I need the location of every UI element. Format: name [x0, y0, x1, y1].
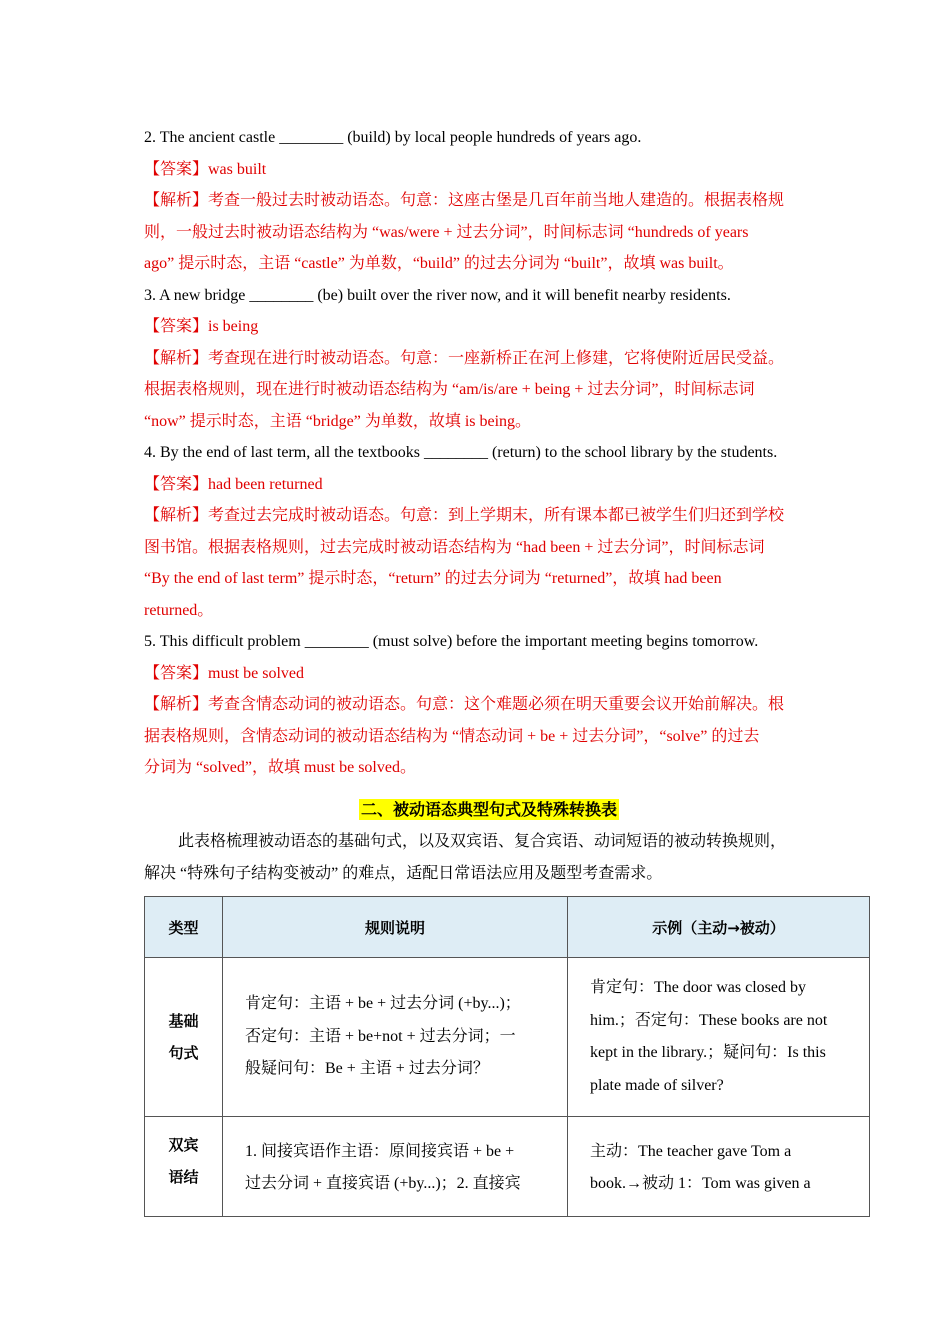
header-rule: 规则说明 [223, 897, 568, 958]
question-text: 3. A new bridge ________ (be) built over the river now, and it will benefit nearby residents. [144, 286, 731, 304]
answer-text: 【答案】is being [144, 318, 259, 335]
type-label-line: 双宾 [168, 1136, 199, 1154]
example-line: kept in the library.；疑问句：Is this [590, 1044, 826, 1061]
passive-voice-table [144, 896, 870, 1217]
section-heading: 二、被动语态典型句式及特殊转换表 [360, 799, 617, 819]
analysis-line: 则，一般过去时被动语态结构为 “was/were + 过去分词”，时间标志词 “hundreds of years [144, 223, 749, 241]
analysis-line: “By the end of last term” 提示时态，“return” 的过去分词为 “returned”，故填 had been [144, 570, 722, 587]
analysis-line: 图书馆。根据表格规则，过去完成时被动语态结构为 “had been + 过去分词”，时间标志词 [144, 538, 765, 556]
question-block [144, 437, 834, 626]
rule-line: 1. 间接宾语作主语：原间接宾语 + be + [245, 1142, 515, 1160]
header-type: 类型 [145, 897, 223, 958]
type-label-line: 语结 [168, 1168, 199, 1186]
rule-line: 般疑问句：Be + 主语 + 过去分词？ [245, 1060, 489, 1078]
rule-line: 过去分词 + 直接宾语 (+by...)；2. 直接宾 [245, 1175, 521, 1192]
section-heading-wrap [144, 794, 834, 826]
question-block [144, 626, 834, 784]
header-example: 示例（主动→被动） [568, 897, 870, 958]
table-row [145, 958, 870, 1117]
analysis-line: returned。 [144, 601, 214, 619]
type-cell [145, 958, 223, 1117]
answer-text: 【答案】must be solved [144, 664, 304, 682]
type-label-line: 基础 [168, 1012, 199, 1030]
section-intro [144, 826, 834, 890]
intro-line: 此表格梳理被动语态的基础句式，以及双宾语、复合宾语、动词短语的被动转换规则， [178, 832, 787, 850]
example-line: plate made of silver? [590, 1076, 724, 1094]
rule-cell [223, 1117, 568, 1217]
question-text: 5. This difficult problem ________ (must solve) before the important meeting begins tomorrow. [144, 633, 759, 650]
analysis-line: 根据表格规则，现在进行时被动语态结构为 “am/is/are + being + 过去分词”，时间标志词 [144, 381, 755, 398]
rule-line: 否定句：主语 + be+not + 过去分词；一 [245, 1027, 516, 1045]
analysis-line: 【解析】考查现在进行时被动语态。句意：一座新桥正在河上修建，它将使附近居民受益。 [144, 349, 785, 367]
analysis-line: 【解析】考查含情态动词的被动语态。句意：这个难题必须在明天重要会议开始前解决。根 [144, 696, 785, 713]
exercise-content [144, 122, 834, 890]
analysis-line: 分词为 “solved”，故填 must be solved。 [144, 759, 416, 776]
question-text: 4. By the end of last term, all the textbooks ________ (return) to the school library by the students. [144, 444, 778, 461]
answer-text: 【答案】was built [144, 160, 267, 178]
question-text: 2. The ancient castle ________ (build) by local people hundreds of years ago. [144, 129, 642, 146]
intro-line: 解决 “特殊句子结构变被动” 的难点，适配日常语法应用及题型考查需求。 [144, 864, 663, 882]
question-block [144, 280, 834, 438]
table-header-row [145, 897, 870, 958]
example-line: 主动：The teacher gave Tom a [590, 1142, 792, 1160]
analysis-line: 据表格规则，含情态动词的被动语态结构为 “情态动词 + be + 过去分词”，“solve” 的过去 [144, 727, 760, 745]
answer-text: 【答案】had been returned [144, 475, 323, 493]
analysis-line: 【解析】考查一般过去时被动语态。句意：这座古堡是几百年前当地人建造的。根据表格规 [144, 192, 785, 209]
analysis-line: 【解析】考查过去完成时被动语态。句意：到上学期末，所有课本都已被学生们归还到学校 [144, 507, 785, 524]
question-block [144, 122, 834, 280]
analysis-line: ago” 提示时态，主语 “castle” 为单数，“build” 的过去分词为 “built”，故填 was built。 [144, 255, 734, 272]
rule-cell [223, 958, 568, 1117]
type-label-line: 句式 [168, 1044, 199, 1062]
table-row [145, 1117, 870, 1217]
rule-line: 肯定句：主语 + be + 过去分词 (+by...)； [245, 995, 521, 1013]
example-line: 肯定句：The door was closed by [590, 979, 806, 996]
example-line: him.；否定句：These books are not [590, 1011, 828, 1029]
example-cell [568, 958, 870, 1117]
analysis-line: “now” 提示时态，主语 “bridge” 为单数，故填 is being。 [144, 412, 532, 430]
example-cell [568, 1117, 870, 1217]
example-line: book.→被动 1：Tom was given a [590, 1175, 811, 1192]
type-cell [145, 1117, 223, 1217]
